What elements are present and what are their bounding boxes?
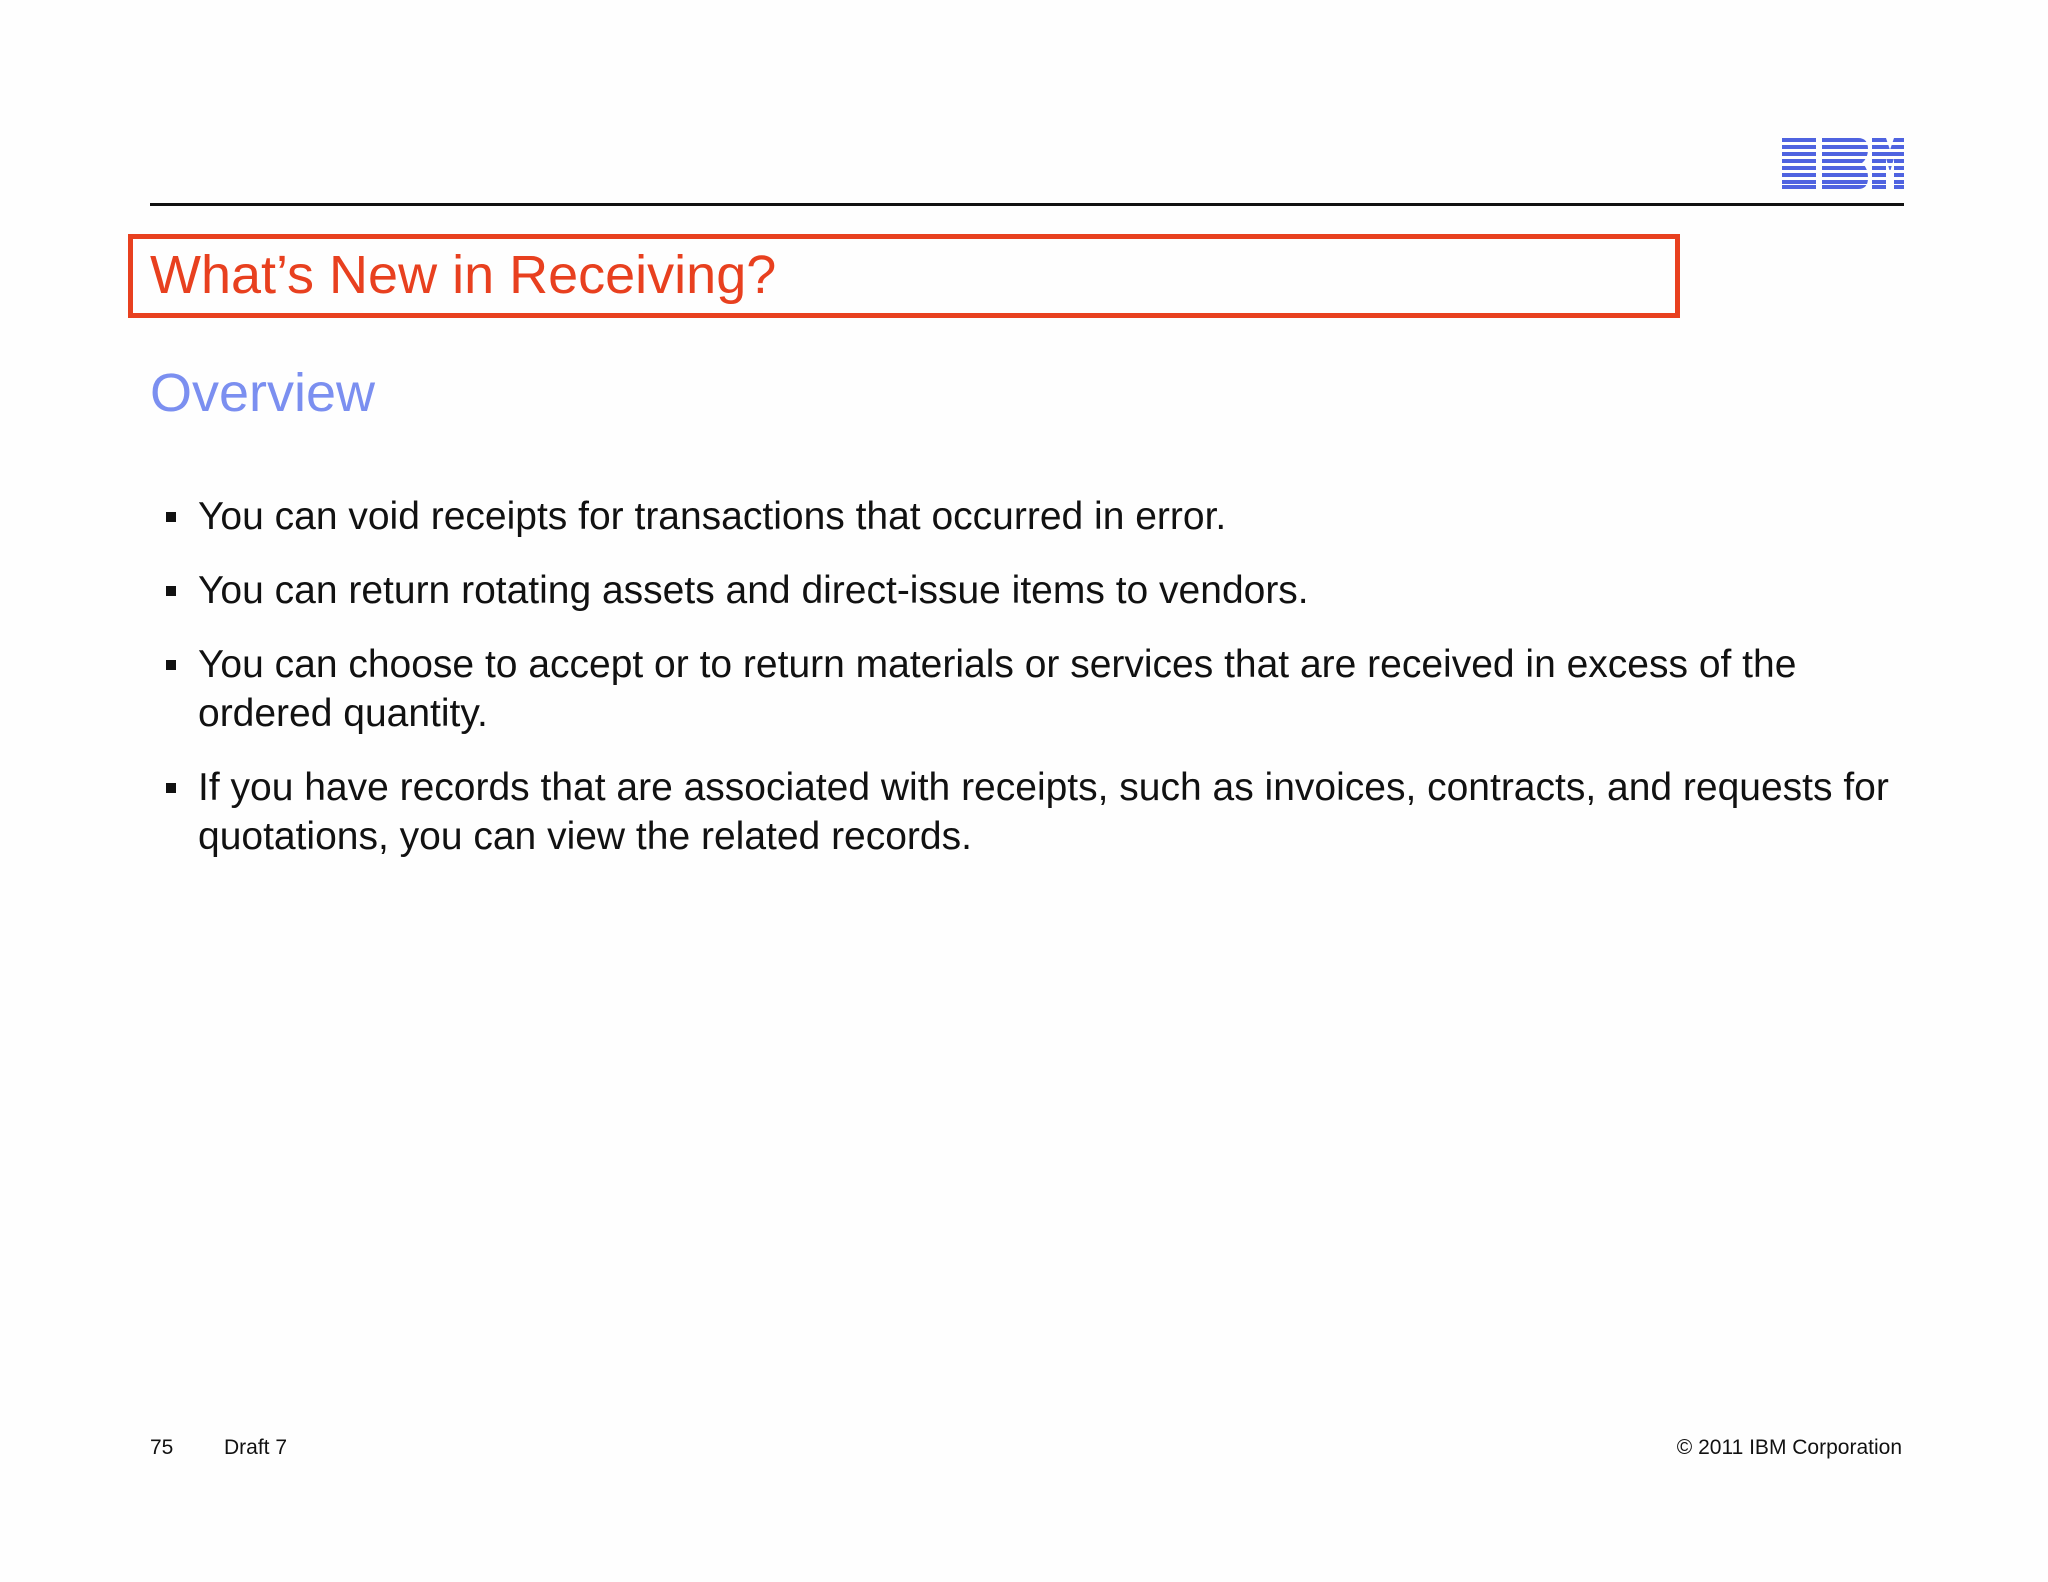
slide-title: What’s New in Receiving? xyxy=(150,245,777,305)
bullet-text: You can void receipts for transactions that occurred in error. xyxy=(198,495,1227,538)
bullet-item xyxy=(162,640,1902,738)
square-bullet-icon xyxy=(166,512,176,522)
bullet-item xyxy=(162,492,1902,541)
square-bullet-icon xyxy=(166,783,176,793)
ibm-logo-icon xyxy=(1782,138,1904,189)
bullet-list xyxy=(162,492,1902,886)
slide-subtitle: Overview xyxy=(150,363,376,423)
page-number: 75 xyxy=(150,1436,174,1459)
bullet-text: You can return rotating assets and direct-issue items to vendors. xyxy=(198,569,1309,612)
header-divider xyxy=(150,203,1904,206)
copyright-notice: © 2011 IBM Corporation xyxy=(1676,1436,1902,1459)
bullet-item xyxy=(162,763,1902,861)
square-bullet-icon xyxy=(166,660,176,670)
square-bullet-icon xyxy=(166,586,176,596)
bullet-text: If you have records that are associated with receipts, such as invoices, contracts, and requests for quotations, you can view the related records. xyxy=(198,766,1889,858)
bullet-text: You can choose to accept or to return materials or services that are received in excess of the ordered quantity. xyxy=(198,643,1797,735)
bullet-item xyxy=(162,566,1902,615)
draft-label: Draft 7 xyxy=(224,1436,288,1459)
